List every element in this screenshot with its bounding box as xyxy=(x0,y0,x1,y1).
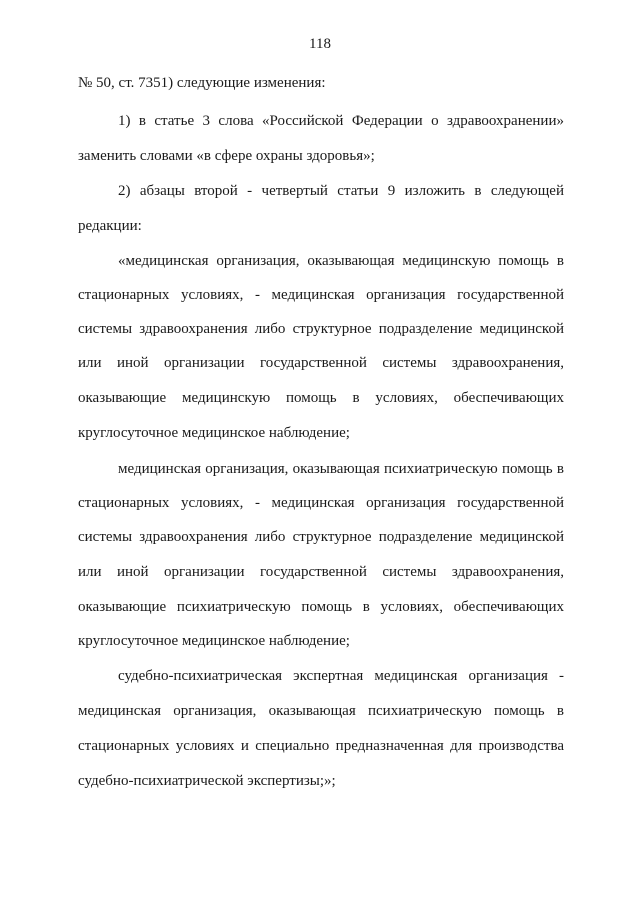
text-line: круглосуточное медицинское наблюдение; xyxy=(78,633,350,649)
text-line: медицинская организация, оказывающая психиатрическую помощь в xyxy=(78,703,564,719)
text-line: редакции: xyxy=(78,218,142,234)
text-line: системы здравоохранения либо структурное подразделение медицинской xyxy=(78,321,564,337)
text-line: 1) в статье 3 слова «Российской Федерации о здравоохранении» xyxy=(118,113,564,129)
page-number: 118 xyxy=(309,36,331,52)
text-line: медицинская организация, оказывающая психиатрическую помощь в xyxy=(118,461,564,477)
text-line: системы здравоохранения либо структурное подразделение медицинской xyxy=(78,529,564,545)
text-line: судебно-психиатрической экспертизы;»; xyxy=(78,773,336,789)
text-line: стационарных условиях, - медицинская организация государственной xyxy=(78,495,564,511)
text-line: оказывающие медицинскую помощь в условиях, обеспечивающих xyxy=(78,390,564,406)
text-line: круглосуточное медицинское наблюдение; xyxy=(78,425,350,441)
text-line: заменить словами «в сфере охраны здоровья»; xyxy=(78,148,375,164)
text-line: «медицинская организация, оказывающая медицинскую помощь в xyxy=(118,253,564,269)
text-line: № 50, ст. 7351) следующие изменения: xyxy=(78,75,326,91)
text-line: или иной организации государственной системы здравоохранения, xyxy=(78,355,564,371)
text-line: 2) абзацы второй - четвертый статьи 9 изложить в следующей xyxy=(118,183,564,199)
text-line: или иной организации государственной системы здравоохранения, xyxy=(78,564,564,580)
text-line: оказывающие психиатрическую помощь в условиях, обеспечивающих xyxy=(78,599,564,615)
text-line: судебно-психиатрическая экспертная медицинская организация - xyxy=(118,668,564,684)
text-line: стационарных условиях и специально предназначенная для производства xyxy=(78,738,564,754)
text-line: стационарных условиях, - медицинская организация государственной xyxy=(78,287,564,303)
